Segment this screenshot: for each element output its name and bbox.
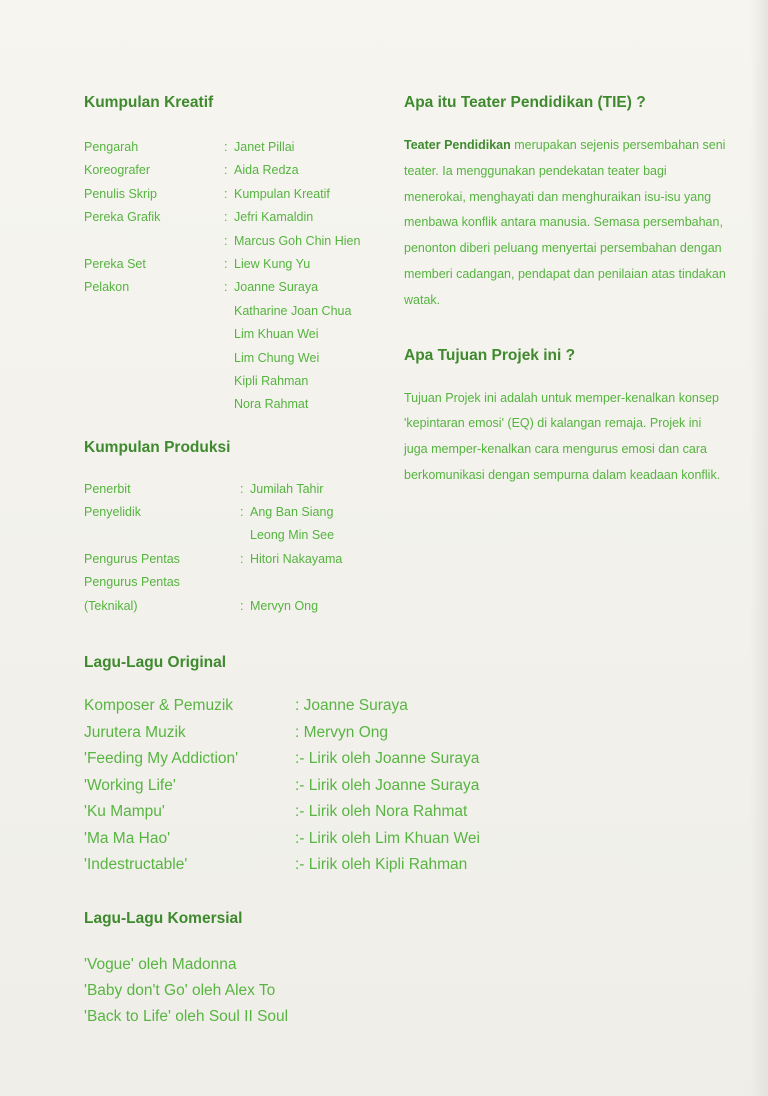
credit-row (84, 183, 384, 206)
credit-row (84, 524, 384, 547)
credit-name: Ang Ban Siang (250, 505, 334, 520)
credit-name-line (224, 323, 319, 346)
credit-role: Pengarah (84, 140, 139, 154)
credit-name: Janet Pillai (234, 140, 295, 154)
song-label: 'Ma Ma Hao' (84, 829, 171, 847)
credit-name-line (224, 393, 308, 416)
credit-name: Nora Rahmat (234, 397, 309, 412)
tie-bold-lead: Teater Pendidikan (404, 138, 511, 152)
song-value: :- Lirik oleh Joanne Suraya (295, 776, 480, 794)
credit-row (84, 478, 384, 501)
credit-row (84, 206, 384, 229)
commercial-songs-list (84, 952, 564, 1030)
credit-row (84, 230, 384, 253)
song-row (84, 799, 564, 826)
song-value: :- Lirik oleh Nora Rahmat (295, 803, 468, 820)
credit-row (84, 501, 384, 524)
song-row (84, 773, 564, 800)
credit-name-line: : Aida Redza (224, 163, 299, 178)
song-label: 'Feeding My Addiction' (84, 750, 239, 767)
credit-role: Pengurus Pentas (84, 575, 180, 590)
credit-name-line (240, 524, 334, 547)
original-songs-heading: Lagu-Lagu Original (84, 654, 227, 671)
credit-row (84, 253, 384, 276)
credit-name: Jefri Kamaldin (234, 210, 314, 225)
credit-name-line: : Joanne Suraya (224, 280, 319, 295)
song-value: : Mervyn Ong (295, 723, 389, 741)
credit-row (84, 323, 384, 346)
credit-role: Pereka Grafik (84, 210, 161, 225)
credit-name-line (224, 370, 308, 393)
commercial-songs-heading: Lagu-Lagu Komersial (84, 910, 243, 927)
credit-name: Mervyn Ong (250, 598, 319, 613)
credit-name-line: : Mervyn Ong (240, 598, 319, 613)
creative-team-section (84, 90, 384, 618)
tie-text: merupakan sejenis persembahan seni teater. Ia menggunakan pendekatan teater bagi menerokai, menghayati dan menghuraikan isu-isu yang menbawa konflik antara manusia. Semasa persembahan, penonton diberi peluang menyertai persembahan dengan memberi cadangan, pendapat dan penilaian atas tindakan watak. (404, 138, 726, 307)
about-section (404, 90, 734, 489)
creative-credits (84, 136, 384, 417)
credit-name: Lim Chung Wei (234, 350, 320, 365)
credit-name: Jumilah Tahir (250, 481, 324, 496)
song-label: 'Ku Mampu' (84, 803, 165, 820)
credit-name-line: : Ang Ban Siang (240, 505, 334, 520)
credit-name-line: : Liew Kung Yu (224, 256, 311, 271)
commercial-song-line: 'Baby don't Go' oleh Alex To (84, 982, 276, 999)
credit-role: (Teknikal) (84, 598, 138, 613)
credit-name: Leong Min See (250, 528, 335, 543)
credit-name: Lim Khuan Wei (234, 327, 319, 342)
credit-row (84, 571, 384, 594)
song-row (84, 852, 564, 879)
commercial-songs-section (84, 906, 564, 1030)
commercial-song-line: 'Back to Life' oleh Soul II Soul (84, 1008, 289, 1025)
credit-row (84, 347, 384, 370)
credit-name-line: : Janet Pillai (224, 140, 295, 154)
credit-name: Marcus Goh Chin Hien (234, 233, 361, 248)
credit-role: Penerbit (84, 481, 131, 496)
credit-role: Pelakon (84, 280, 130, 295)
tie-paragraph (404, 133, 726, 314)
credit-name: Kipli Rahman (234, 373, 309, 388)
song-value: :- Lirik oleh Joanne Suraya (295, 750, 480, 767)
original-songs-list (84, 693, 564, 879)
credit-role: Penyelidik (84, 505, 141, 520)
credit-row (84, 370, 384, 393)
project-paragraph: Tujuan Projek ini adalah untuk memper-kenalkan konsep 'kepintaran emosi' (EQ) di kalangan remaja. Projek ini juga memper-kenalkan cara mengurus emosi dan cara berkomunikasi dengan sempurna dalam keadaan konflik. (404, 390, 721, 482)
tie-heading: Apa itu Teater Pendidikan (TIE) ? (404, 94, 646, 111)
song-label: 'Indestructable' (84, 856, 188, 873)
commercial-song-line: 'Vogue' oleh Madonna (84, 956, 237, 973)
credit-name: Hitori Nakayama (250, 551, 343, 566)
credit-name-line: : Marcus Goh Chin Hien (224, 233, 361, 248)
credit-name: Joanne Suraya (234, 280, 319, 295)
song-row (84, 746, 564, 773)
song-row (84, 720, 564, 747)
creative-team-heading: Kumpulan Kreatif (84, 94, 214, 111)
credit-row (84, 276, 384, 299)
production-credits (84, 478, 384, 618)
project-heading: Apa Tujuan Projek ini ? (404, 346, 576, 364)
credit-name-line (224, 300, 351, 323)
credit-name-line: : Jefri Kamaldin (224, 210, 314, 225)
song-row (84, 826, 564, 853)
credit-role: Pereka Set (84, 256, 146, 271)
credit-row (84, 300, 384, 323)
song-value: : Joanne Suraya (295, 697, 408, 714)
credit-row (84, 548, 384, 571)
credit-name-line: : Kumpulan Kreatif (224, 186, 330, 201)
production-team-heading: Kumpulan Produksi (84, 438, 231, 456)
song-label: Komposer & Pemuzik (84, 697, 234, 714)
credit-name-line (224, 347, 319, 370)
song-label: Jurutera Muzik (84, 723, 186, 741)
credit-row (84, 159, 384, 182)
song-row (84, 693, 564, 720)
credit-name: Kumpulan Kreatif (234, 186, 330, 201)
credit-row (84, 595, 384, 618)
credit-name: Aida Redza (234, 163, 299, 178)
credit-name-line: : Jumilah Tahir (240, 481, 324, 496)
song-value: :- Lirik oleh Kipli Rahman (295, 856, 468, 873)
original-songs-section (84, 650, 564, 879)
credit-role: Pengurus Pentas (84, 551, 180, 566)
credit-row (84, 136, 384, 159)
credit-role: Koreografer (84, 163, 151, 178)
credit-role: Penulis Skrip (84, 186, 157, 201)
song-label: 'Working Life' (84, 776, 176, 794)
credit-row (84, 393, 384, 416)
song-value: :- Lirik oleh Lim Khuan Wei (295, 829, 480, 847)
credit-name: Liew Kung Yu (234, 256, 311, 271)
credit-name-line: : Hitori Nakayama (240, 551, 343, 566)
credit-name: Katharine Joan Chua (234, 303, 352, 318)
